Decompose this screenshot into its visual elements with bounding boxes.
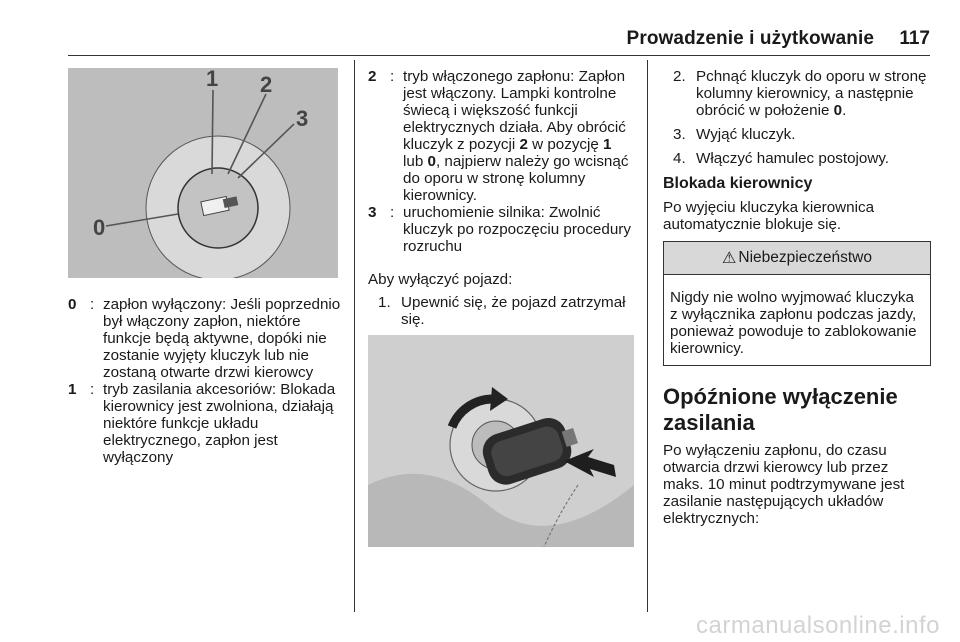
delayed-off-heading: Opóźnione wyłączenie zasilania [663, 384, 898, 435]
steering-lock-text: Po wyjęciu kluczyka kierownica automatycznie blokuje się. [663, 199, 875, 233]
definition-item: 1 : tryb zasilania akcesoriów: Blokada kierownicy jest zwolniona, działają niektóre funkcje układu elektrycznego, zapłon jest wyłączony [68, 381, 336, 466]
header-divider [68, 55, 930, 56]
column-divider [647, 60, 648, 612]
column-middle [368, 68, 634, 547]
section-title: Prowadzenie i użytkowanie [626, 28, 874, 49]
delayed-off-text: Po wyłączeniu zapłonu, do czasu otwarcia drzwi kierowcy lub przez maks. 10 minut podtrzymywane jest zasilanie następujących układów elektrycznych: [663, 442, 905, 527]
warning-box [663, 241, 931, 366]
page-number: 117 [899, 28, 930, 49]
switch-off-steps-continued [663, 68, 931, 167]
steering-lock-heading: Blokada kierownicy [663, 175, 813, 192]
position-definitions [368, 68, 634, 255]
figure-label-2: 2 [260, 72, 273, 97]
ignition-switch-illustration [68, 68, 338, 278]
switch-off-step: 4. Włączyć hamulec postojowy. [673, 150, 890, 167]
figure-label-0: 0 [93, 215, 106, 240]
figure-label-1: 1 [206, 68, 219, 91]
position-definitions [68, 296, 344, 466]
column-left [68, 68, 344, 466]
definition-item: 3 : uruchomienie silnika: Zwolnić kluczyk po rozpoczęciu procedury rozruchu [368, 204, 631, 255]
warning-text: Nigdy nie wolno wyjmować kluczyka z wyłącznika zapłonu podczas jazdy, ponieważ powoduje to zablokowanie kierownicy. [670, 289, 917, 357]
definition-item: 2 : tryb włączonego zapłonu: Zapłon jest włączony. Lampki kontrolne świecą i większość funkcji elektrycznych działa. Aby obrócić kluczyk z pozycji 2 w pozycję 1 lub 0, najpierw należy go wcisnąć do oporu w stronę kolumny kierownicy. [368, 68, 629, 204]
warning-triangle-icon: ⚠ [722, 250, 737, 267]
warning-header [664, 242, 930, 275]
figure-label-3: 3 [296, 106, 309, 131]
warning-label: Niebezpieczeństwo [738, 249, 872, 266]
watermark: carmanualsonline.info [696, 612, 940, 639]
key-removal-illustration [368, 335, 634, 547]
switch-off-intro: Aby wyłączyć pojazd: [368, 271, 513, 288]
column-right [663, 68, 931, 527]
definition-item: 0 : zapłon wyłączony: Jeśli poprzednio był włączony zapłon, niektóre funkcje będą aktywne, dopóki nie zostanie wyjęty kluczyk lub nie zostaną otwarte drzwi kierowcy [68, 296, 341, 381]
switch-off-step: 3. Wyjąć kluczyk. [673, 126, 796, 143]
switch-off-step: 1. Upewnić się, że pojazd zatrzymał się. [378, 294, 626, 328]
column-divider [354, 60, 355, 612]
switch-off-step: 2. Pchnąć kluczyk do oporu w stronę kolumny kierownicy, a następnie obrócić w położenie 0. [673, 68, 927, 119]
